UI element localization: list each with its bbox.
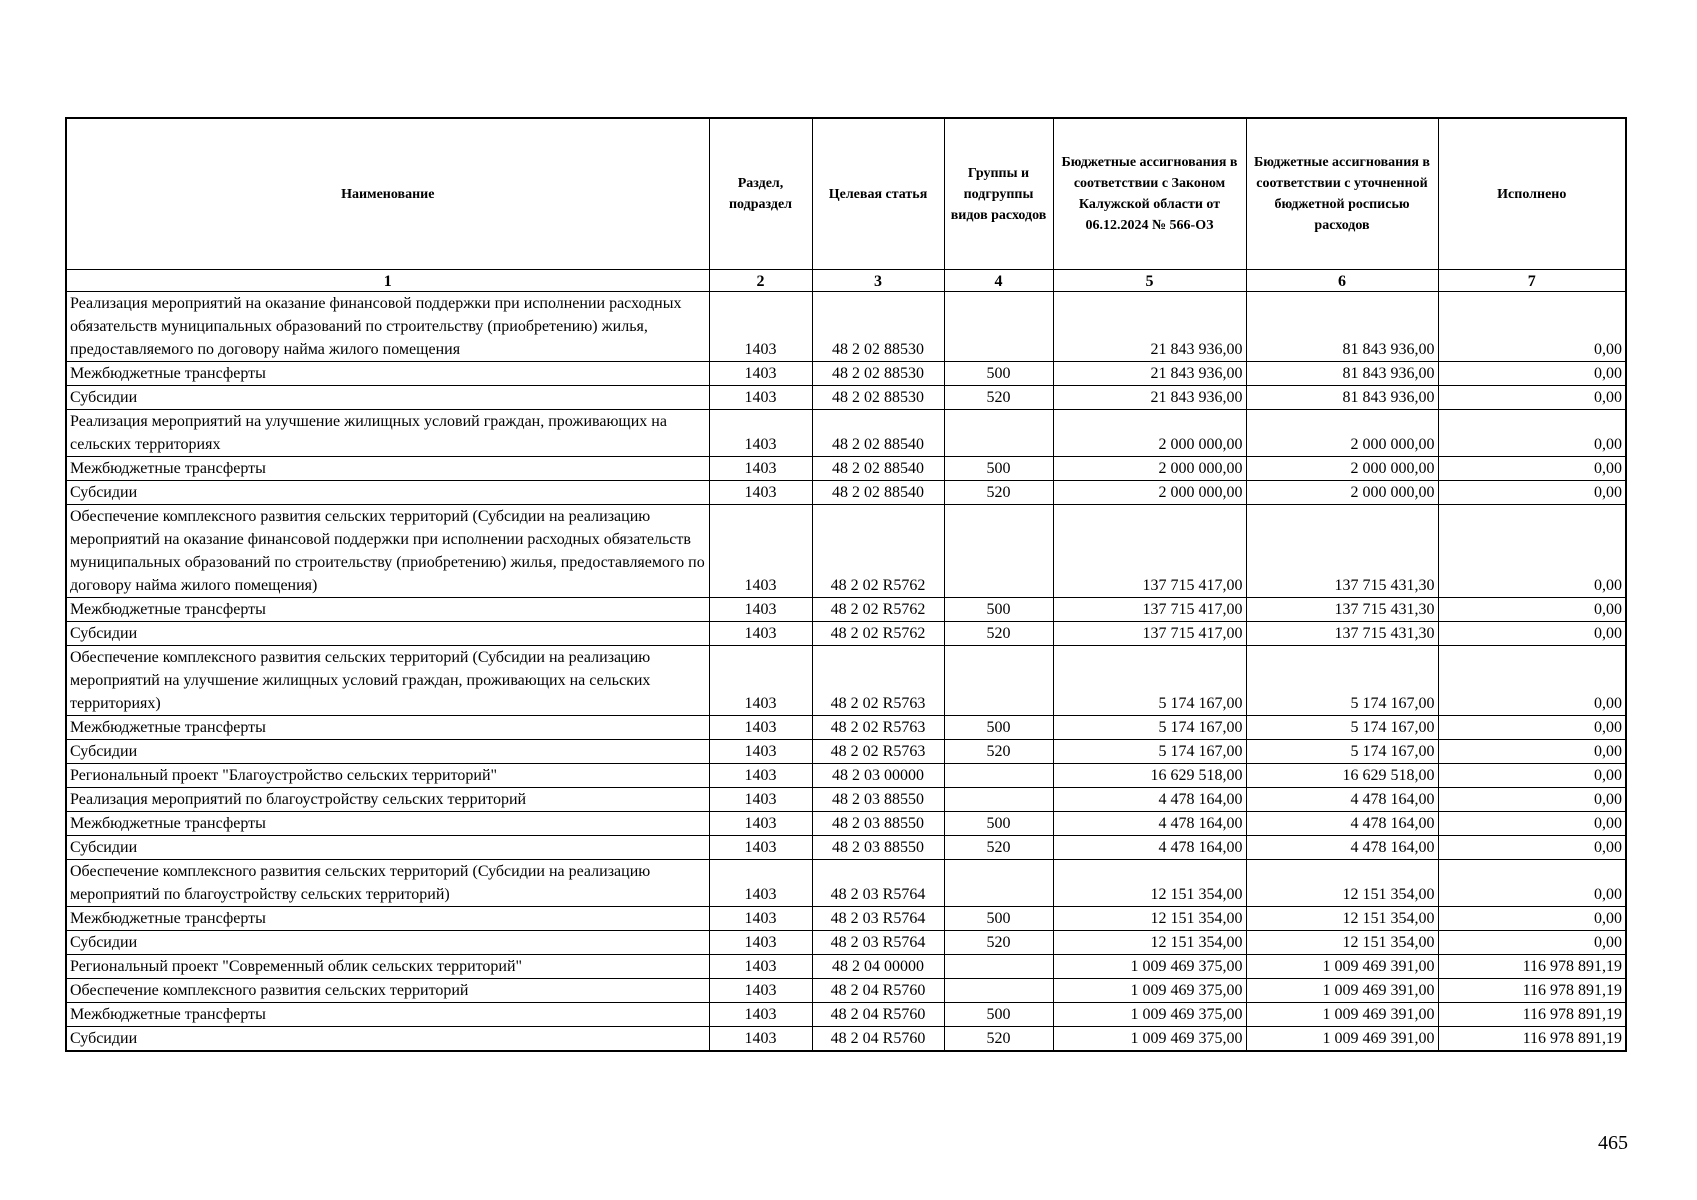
cell-name: Субсидии [66, 622, 709, 646]
cell-name: Обеспечение комплексного развития сельских территорий (Субсидии на реализацию мероприятий по благоустройству сельских территорий) [66, 860, 709, 907]
table-row [66, 764, 1626, 788]
header-groups: Группы и подгруппы видов расходов [944, 118, 1053, 270]
cell-group [944, 292, 1053, 362]
cell-target: 48 2 04 00000 [812, 955, 944, 979]
cell-section: 1403 [709, 1003, 812, 1027]
cell-group: 500 [944, 812, 1053, 836]
cell-name: Субсидии [66, 386, 709, 410]
column-number: 1 [66, 270, 709, 292]
cell-target: 48 2 03 R5764 [812, 860, 944, 907]
cell-executed: 0,00 [1438, 812, 1626, 836]
cell-law: 1 009 469 375,00 [1053, 1003, 1246, 1027]
cell-section: 1403 [709, 505, 812, 598]
cell-target: 48 2 04 R5760 [812, 1027, 944, 1052]
cell-refined: 2 000 000,00 [1246, 410, 1438, 457]
cell-name: Субсидии [66, 1027, 709, 1052]
cell-law: 137 715 417,00 [1053, 622, 1246, 646]
cell-refined: 16 629 518,00 [1246, 764, 1438, 788]
cell-name: Межбюджетные трансферты [66, 907, 709, 931]
cell-section: 1403 [709, 812, 812, 836]
cell-refined: 81 843 936,00 [1246, 386, 1438, 410]
table-row [66, 907, 1626, 931]
cell-executed: 0,00 [1438, 836, 1626, 860]
cell-target: 48 2 02 R5762 [812, 622, 944, 646]
cell-target: 48 2 04 R5760 [812, 979, 944, 1003]
cell-refined: 12 151 354,00 [1246, 931, 1438, 955]
cell-executed: 0,00 [1438, 598, 1626, 622]
column-number: 3 [812, 270, 944, 292]
cell-executed: 0,00 [1438, 646, 1626, 716]
cell-law: 137 715 417,00 [1053, 505, 1246, 598]
cell-group: 520 [944, 836, 1053, 860]
cell-name: Межбюджетные трансферты [66, 457, 709, 481]
cell-name: Региональный проект "Современный облик сельских территорий" [66, 955, 709, 979]
cell-executed: 0,00 [1438, 481, 1626, 505]
cell-law: 1 009 469 375,00 [1053, 1027, 1246, 1052]
cell-name: Субсидии [66, 481, 709, 505]
cell-section: 1403 [709, 907, 812, 931]
cell-refined: 2 000 000,00 [1246, 457, 1438, 481]
cell-section: 1403 [709, 646, 812, 716]
cell-executed: 0,00 [1438, 788, 1626, 812]
cell-name: Субсидии [66, 740, 709, 764]
cell-group [944, 979, 1053, 1003]
header-law: Бюджетные ассигнования в соответствии с Законом Калужской области от 06.12.2024 № 566-ОЗ [1053, 118, 1246, 270]
table-row [66, 1003, 1626, 1027]
column-number: 5 [1053, 270, 1246, 292]
cell-group: 500 [944, 457, 1053, 481]
cell-target: 48 2 04 R5760 [812, 1003, 944, 1027]
cell-group: 520 [944, 1027, 1053, 1052]
cell-group: 500 [944, 1003, 1053, 1027]
table-body [66, 292, 1626, 1052]
cell-group [944, 860, 1053, 907]
cell-group [944, 410, 1053, 457]
cell-law: 12 151 354,00 [1053, 907, 1246, 931]
cell-law: 2 000 000,00 [1053, 481, 1246, 505]
cell-target: 48 2 02 88530 [812, 292, 944, 362]
table-row [66, 716, 1626, 740]
cell-executed: 0,00 [1438, 410, 1626, 457]
table-row [66, 622, 1626, 646]
cell-law: 4 478 164,00 [1053, 812, 1246, 836]
cell-group: 500 [944, 907, 1053, 931]
cell-target: 48 2 02 88540 [812, 410, 944, 457]
cell-target: 48 2 03 R5764 [812, 931, 944, 955]
cell-refined: 137 715 431,30 [1246, 622, 1438, 646]
cell-law: 21 843 936,00 [1053, 362, 1246, 386]
cell-section: 1403 [709, 716, 812, 740]
cell-law: 4 478 164,00 [1053, 836, 1246, 860]
cell-group [944, 955, 1053, 979]
column-number: 6 [1246, 270, 1438, 292]
cell-target: 48 2 03 88550 [812, 788, 944, 812]
cell-law: 5 174 167,00 [1053, 716, 1246, 740]
table-row [66, 955, 1626, 979]
cell-target: 48 2 02 88540 [812, 457, 944, 481]
cell-executed: 116 978 891,19 [1438, 1027, 1626, 1052]
cell-name: Обеспечение комплексного развития сельских территорий (Субсидии на реализацию мероприятий на оказание финансовой поддержки при исполнении расходных обязательств муниципальных образований по строительству (приобретению) жилья, предоставляемого по договору найма жилого помещения) [66, 505, 709, 598]
cell-law: 1 009 469 375,00 [1053, 955, 1246, 979]
cell-law: 137 715 417,00 [1053, 598, 1246, 622]
column-number: 2 [709, 270, 812, 292]
table-row [66, 860, 1626, 907]
cell-executed: 0,00 [1438, 457, 1626, 481]
cell-target: 48 2 03 00000 [812, 764, 944, 788]
cell-refined: 12 151 354,00 [1246, 860, 1438, 907]
cell-group: 500 [944, 598, 1053, 622]
table-row [66, 788, 1626, 812]
cell-executed: 0,00 [1438, 716, 1626, 740]
cell-section: 1403 [709, 622, 812, 646]
cell-target: 48 2 03 88550 [812, 812, 944, 836]
cell-law: 5 174 167,00 [1053, 740, 1246, 764]
cell-refined: 1 009 469 391,00 [1246, 979, 1438, 1003]
cell-refined: 4 478 164,00 [1246, 836, 1438, 860]
header-executed: Исполнено [1438, 118, 1626, 270]
column-number: 4 [944, 270, 1053, 292]
cell-executed: 0,00 [1438, 362, 1626, 386]
cell-refined: 137 715 431,30 [1246, 505, 1438, 598]
cell-executed: 0,00 [1438, 907, 1626, 931]
cell-law: 1 009 469 375,00 [1053, 979, 1246, 1003]
cell-name: Межбюджетные трансферты [66, 598, 709, 622]
cell-executed: 116 978 891,19 [1438, 1003, 1626, 1027]
cell-executed: 0,00 [1438, 386, 1626, 410]
cell-group: 520 [944, 622, 1053, 646]
table-row [66, 836, 1626, 860]
table-row [66, 457, 1626, 481]
cell-name: Субсидии [66, 931, 709, 955]
cell-name: Субсидии [66, 836, 709, 860]
table-row [66, 362, 1626, 386]
cell-section: 1403 [709, 764, 812, 788]
cell-law: 2 000 000,00 [1053, 457, 1246, 481]
cell-refined: 1 009 469 391,00 [1246, 1003, 1438, 1027]
page-number: 465 [1598, 1132, 1628, 1154]
cell-law: 12 151 354,00 [1053, 860, 1246, 907]
cell-refined: 137 715 431,30 [1246, 598, 1438, 622]
cell-law: 16 629 518,00 [1053, 764, 1246, 788]
cell-executed: 0,00 [1438, 622, 1626, 646]
cell-section: 1403 [709, 740, 812, 764]
cell-group [944, 646, 1053, 716]
cell-section: 1403 [709, 292, 812, 362]
cell-section: 1403 [709, 979, 812, 1003]
cell-group: 520 [944, 931, 1053, 955]
cell-executed: 0,00 [1438, 860, 1626, 907]
budget-table [65, 117, 1627, 1052]
cell-name: Межбюджетные трансферты [66, 812, 709, 836]
cell-refined: 4 478 164,00 [1246, 812, 1438, 836]
cell-refined: 5 174 167,00 [1246, 646, 1438, 716]
cell-law: 5 174 167,00 [1053, 646, 1246, 716]
cell-refined: 81 843 936,00 [1246, 292, 1438, 362]
cell-group: 520 [944, 740, 1053, 764]
header-section: Раздел, подраздел [709, 118, 812, 270]
cell-target: 48 2 02 R5763 [812, 716, 944, 740]
table-row [66, 646, 1626, 716]
cell-target: 48 2 03 88550 [812, 836, 944, 860]
header-target: Целевая статья [812, 118, 944, 270]
cell-law: 12 151 354,00 [1053, 931, 1246, 955]
cell-name: Региональный проект "Благоустройство сельских территорий" [66, 764, 709, 788]
table-row [66, 931, 1626, 955]
cell-group [944, 505, 1053, 598]
cell-name: Обеспечение комплексного развития сельских территорий (Субсидии на реализацию мероприятий на улучшение жилищных условий граждан, проживающих на сельских территориях) [66, 646, 709, 716]
header-refined: Бюджетные ассигнования в соответствии с уточненной бюджетной росписью расходов [1246, 118, 1438, 270]
cell-section: 1403 [709, 836, 812, 860]
table-row [66, 505, 1626, 598]
cell-executed: 0,00 [1438, 740, 1626, 764]
cell-target: 48 2 02 R5762 [812, 505, 944, 598]
table-row [66, 410, 1626, 457]
column-number-row [66, 270, 1626, 292]
cell-law: 4 478 164,00 [1053, 788, 1246, 812]
header-row [66, 118, 1626, 270]
table-row [66, 481, 1626, 505]
cell-section: 1403 [709, 860, 812, 907]
cell-refined: 4 478 164,00 [1246, 788, 1438, 812]
cell-section: 1403 [709, 386, 812, 410]
cell-name: Реализация мероприятий на оказание финансовой поддержки при исполнении расходных обязательств муниципальных образований по строительству (приобретению) жилья, предоставляемого по договору найма жилого помещения [66, 292, 709, 362]
cell-name: Реализация мероприятий по благоустройству сельских территорий [66, 788, 709, 812]
cell-group [944, 764, 1053, 788]
cell-target: 48 2 02 88530 [812, 362, 944, 386]
cell-target: 48 2 02 88540 [812, 481, 944, 505]
cell-group: 520 [944, 481, 1053, 505]
cell-refined: 2 000 000,00 [1246, 481, 1438, 505]
table-row [66, 979, 1626, 1003]
cell-section: 1403 [709, 1027, 812, 1052]
cell-refined: 5 174 167,00 [1246, 740, 1438, 764]
table-row [66, 598, 1626, 622]
cell-refined: 12 151 354,00 [1246, 907, 1438, 931]
table-row [66, 292, 1626, 362]
cell-section: 1403 [709, 931, 812, 955]
cell-section: 1403 [709, 955, 812, 979]
table-row [66, 386, 1626, 410]
cell-section: 1403 [709, 598, 812, 622]
table-row [66, 740, 1626, 764]
cell-section: 1403 [709, 410, 812, 457]
header-name: Наименование [66, 118, 709, 270]
cell-section: 1403 [709, 788, 812, 812]
cell-refined: 1 009 469 391,00 [1246, 955, 1438, 979]
cell-law: 2 000 000,00 [1053, 410, 1246, 457]
cell-name: Обеспечение комплексного развития сельских территорий [66, 979, 709, 1003]
cell-name: Межбюджетные трансферты [66, 1003, 709, 1027]
cell-executed: 0,00 [1438, 292, 1626, 362]
cell-group: 500 [944, 716, 1053, 740]
cell-executed: 0,00 [1438, 505, 1626, 598]
cell-target: 48 2 02 R5763 [812, 740, 944, 764]
cell-target: 48 2 03 R5764 [812, 907, 944, 931]
cell-target: 48 2 02 88530 [812, 386, 944, 410]
cell-target: 48 2 02 R5763 [812, 646, 944, 716]
cell-executed: 0,00 [1438, 764, 1626, 788]
cell-executed: 116 978 891,19 [1438, 955, 1626, 979]
column-number: 7 [1438, 270, 1626, 292]
cell-section: 1403 [709, 481, 812, 505]
cell-target: 48 2 02 R5762 [812, 598, 944, 622]
cell-law: 21 843 936,00 [1053, 292, 1246, 362]
cell-executed: 0,00 [1438, 931, 1626, 955]
table-row [66, 812, 1626, 836]
table-row [66, 1027, 1626, 1052]
cell-name: Межбюджетные трансферты [66, 362, 709, 386]
cell-section: 1403 [709, 362, 812, 386]
cell-refined: 81 843 936,00 [1246, 362, 1438, 386]
cell-refined: 1 009 469 391,00 [1246, 1027, 1438, 1052]
cell-name: Реализация мероприятий на улучшение жилищных условий граждан, проживающих на сельских территориях [66, 410, 709, 457]
cell-refined: 5 174 167,00 [1246, 716, 1438, 740]
cell-section: 1403 [709, 457, 812, 481]
cell-group: 520 [944, 386, 1053, 410]
cell-law: 21 843 936,00 [1053, 386, 1246, 410]
cell-name: Межбюджетные трансферты [66, 716, 709, 740]
cell-executed: 116 978 891,19 [1438, 979, 1626, 1003]
cell-group [944, 788, 1053, 812]
cell-group: 500 [944, 362, 1053, 386]
